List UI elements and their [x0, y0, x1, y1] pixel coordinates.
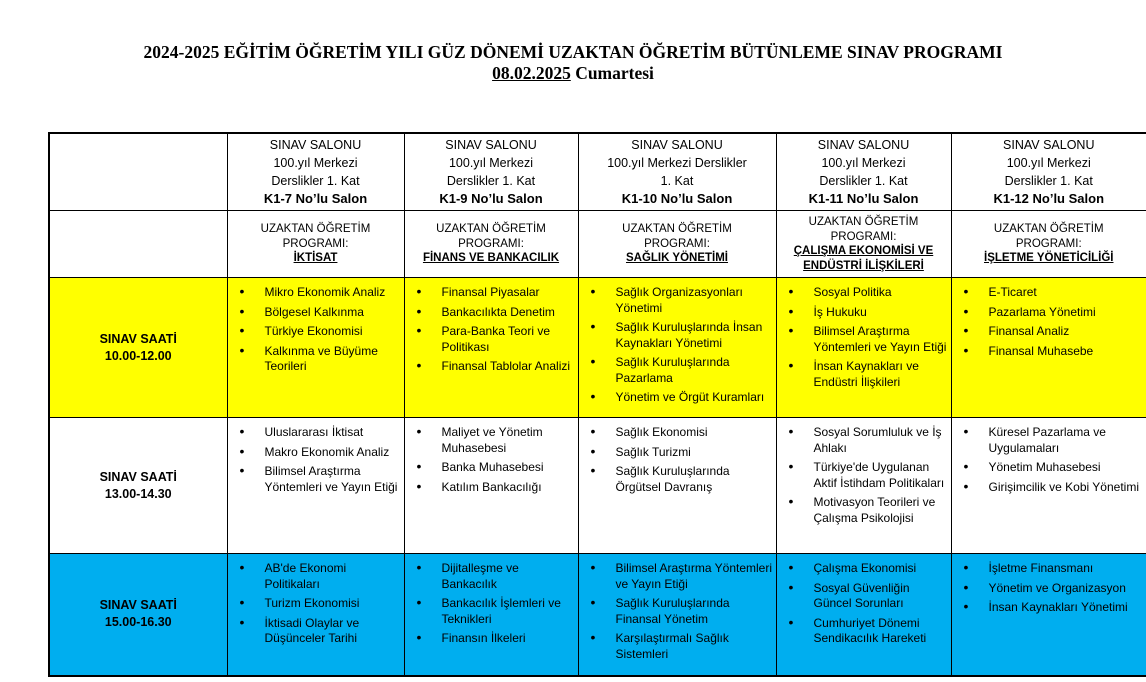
- course-item: • Bilimsel Araştırma Yöntemleri ve Yayın Etiği: [265, 464, 404, 495]
- salon-header-k1-11: SINAV SALONU 100.yıl Merkezi Derslikler 1. Kat K1-11 No’lu Salon: [776, 133, 951, 211]
- salon-name: K1-12 No’lu Salon: [956, 190, 1143, 208]
- salon-header-k1-10: SINAV SALONU 100.yıl Merkezi Derslikler 1. Kat K1-10 No’lu Salon: [578, 133, 776, 211]
- course-cell: [227, 554, 404, 676]
- course-item: • Sosyal Sorumluluk ve İş Ahlakı: [814, 425, 951, 456]
- course-list: [228, 425, 404, 495]
- course-item: • Sağlık Kuruluşlarında İnsan Kaynakları Yönetimi: [616, 320, 776, 351]
- course-item: • Kalkınma ve Büyüme Teorileri: [265, 344, 404, 375]
- course-item: • Sosyal Güvenliğin Güncel Sorunları: [814, 581, 951, 612]
- course-item: • İş Hukuku: [814, 305, 951, 321]
- course-item: • Yönetim Muhasebesi: [989, 460, 1146, 476]
- exam-schedule-table: [48, 132, 1146, 677]
- course-item: • Bilimsel Araştırma Yöntemleri ve Yayın Etiği: [814, 324, 951, 355]
- course-item: • Motivasyon Teorileri ve Çalışma Psikolojisi: [814, 495, 951, 526]
- salon-header-k1-7: SINAV SALONU 100.yıl Merkezi Derslikler 1. Kat K1-7 No’lu Salon: [227, 133, 404, 211]
- course-item: • Banka Muhasebesi: [442, 460, 578, 476]
- course-item: • Sağlık Kuruluşlarında Pazarlama: [616, 355, 776, 386]
- course-item: • Çalışma Ekonomisi: [814, 561, 951, 577]
- course-item: • Finansal Muhasebe: [989, 344, 1146, 360]
- empty-corner-cell: [49, 211, 227, 278]
- exam-row-evening: [49, 554, 1146, 676]
- course-item: • İnsan Kaynakları ve Endüstri İlişkileri: [814, 359, 951, 390]
- course-list: [952, 285, 1146, 359]
- program-name: FİNANS VE BANKACILIK: [408, 251, 575, 266]
- course-item: • Türkiye'de Uygulanan Aktif İstihdam Politikaları: [814, 460, 951, 491]
- salon-header-k1-12: SINAV SALONU 100.yıl Merkezi Derslikler 1. Kat K1-12 No’lu Salon: [951, 133, 1146, 211]
- course-item: • Dijitalleşme ve Bankacılık: [442, 561, 578, 592]
- salon-name: K1-10 No’lu Salon: [583, 190, 772, 208]
- course-item: • Pazarlama Yönetimi: [989, 305, 1146, 321]
- course-item: • Bilimsel Araştırma Yöntemleri ve Yayın Etiği: [616, 561, 776, 592]
- course-item: • Turizm Ekonomisi: [265, 596, 404, 612]
- program-name: İŞLETME YÖNETİCİLİĞİ: [955, 251, 1144, 266]
- empty-corner-cell: [49, 133, 227, 211]
- course-item: • Bölgesel Kalkınma: [265, 305, 404, 321]
- course-item: • Girişimcilik ve Kobi Yönetimi: [989, 480, 1146, 496]
- course-list: [405, 425, 578, 495]
- exam-row-afternoon: [49, 418, 1146, 554]
- course-item: • Finansal Analiz: [989, 324, 1146, 340]
- course-cell: [951, 554, 1146, 676]
- course-list: [405, 561, 578, 647]
- course-cell: [776, 418, 951, 554]
- course-list: [579, 425, 776, 495]
- course-item: • Yönetim ve Organizasyon: [989, 581, 1146, 597]
- program-header-row: [49, 211, 1146, 278]
- salon-header-k1-9: SINAV SALONU 100.yıl Merkezi Derslikler 1. Kat K1-9 No’lu Salon: [404, 133, 578, 211]
- course-item: • Maliyet ve Yönetim Muhasebesi: [442, 425, 578, 456]
- course-item: • Makro Ekonomik Analiz: [265, 445, 404, 461]
- time-cell-afternoon: SINAV SAATİ 13.00-14.30: [49, 418, 227, 554]
- salon-name: K1-9 No’lu Salon: [409, 190, 574, 208]
- program-header-calisma: UZAKTAN ÖĞRETİM PROGRAMI: ÇALIŞMA EKONOMİSİ VE ENDÜSTRİ İLİŞKİLERİ: [776, 211, 951, 278]
- course-item: • Sosyal Politika: [814, 285, 951, 301]
- salon-name: K1-7 No’lu Salon: [232, 190, 400, 208]
- exam-row-morning: [49, 278, 1146, 418]
- course-cell: [578, 418, 776, 554]
- course-list: [777, 285, 951, 390]
- course-item: • Sağlık Kuruluşlarında Örgütsel Davranış: [616, 464, 776, 495]
- course-item: • Türkiye Ekonomisi: [265, 324, 404, 340]
- course-item: • İşletme Finansmanı: [989, 561, 1146, 577]
- course-item: • Küresel Pazarlama ve Uygulamaları: [989, 425, 1146, 456]
- exam-date: 08.02.2025: [492, 63, 571, 83]
- course-cell: [404, 418, 578, 554]
- course-item: • İktisadi Olaylar ve Düşünceler Tarihi: [265, 616, 404, 647]
- course-item: • Mikro Ekonomik Analiz: [265, 285, 404, 301]
- course-cell: [404, 278, 578, 418]
- course-cell: [578, 554, 776, 676]
- course-item: • Sağlık Organizasyonları Yönetimi: [616, 285, 776, 316]
- course-list: [228, 285, 404, 375]
- course-cell: [951, 278, 1146, 418]
- course-item: • AB'de Ekonomi Politikaları: [265, 561, 404, 592]
- program-header-iktisat: UZAKTAN ÖĞRETİM PROGRAMI: İKTİSAT: [227, 211, 404, 278]
- course-list: [777, 425, 951, 526]
- program-name: ÇALIŞMA EKONOMİSİ VE ENDÜSTRİ İLİŞKİLERİ: [780, 244, 948, 273]
- course-item: • Bankacılık İşlemleri ve Teknikleri: [442, 596, 578, 627]
- course-list: [579, 561, 776, 662]
- course-item: • Sağlık Ekonomisi: [616, 425, 776, 441]
- program-header-saglik: UZAKTAN ÖĞRETİM PROGRAMI: SAĞLIK YÖNETİMİ: [578, 211, 776, 278]
- course-item: • Para-Banka Teori ve Politikası: [442, 324, 578, 355]
- course-cell: [578, 278, 776, 418]
- course-list: [405, 285, 578, 375]
- course-cell: [404, 554, 578, 676]
- program-name: SAĞLIK YÖNETİMİ: [582, 251, 773, 266]
- course-item: • Katılım Bankacılığı: [442, 480, 578, 496]
- program-header-finans: UZAKTAN ÖĞRETİM PROGRAMI: FİNANS VE BANKACILIK: [404, 211, 578, 278]
- program-name: İKTİSAT: [231, 251, 401, 266]
- time-cell-morning: SINAV SAATİ 10.00-12.00: [49, 278, 227, 418]
- course-item: • Yönetim ve Örgüt Kuramları: [616, 390, 776, 406]
- course-cell: [776, 278, 951, 418]
- course-item: • Finansal Piyasalar: [442, 285, 578, 301]
- course-item: • E-Ticaret: [989, 285, 1146, 301]
- course-list: [579, 285, 776, 406]
- program-header-isletme: UZAKTAN ÖĞRETİM PROGRAMI: İŞLETME YÖNETİCİLİĞİ: [951, 211, 1146, 278]
- salon-header-row: [49, 133, 1146, 211]
- course-cell: [227, 418, 404, 554]
- course-item: • Bankacılıkta Denetim: [442, 305, 578, 321]
- course-item: • Sağlık Turizmi: [616, 445, 776, 461]
- course-item: • Finansın İlkeleri: [442, 631, 578, 647]
- title-date-line: [0, 63, 1146, 84]
- salon-name: K1-11 No’lu Salon: [781, 190, 947, 208]
- course-list: [777, 561, 951, 647]
- course-list: [952, 425, 1146, 495]
- course-cell: [951, 418, 1146, 554]
- course-cell: [776, 554, 951, 676]
- course-item: • Karşılaştırmalı Sağlık Sistemleri: [616, 631, 776, 662]
- page-title: [0, 42, 1146, 84]
- exam-day: Cumartesi: [575, 63, 654, 83]
- course-item: • Uluslararası İktisat: [265, 425, 404, 441]
- course-item: • İnsan Kaynakları Yönetimi: [989, 600, 1146, 616]
- course-item: • Sağlık Kuruluşlarında Finansal Yönetim: [616, 596, 776, 627]
- course-list: [952, 561, 1146, 616]
- time-cell-evening: SINAV SAATİ 15.00-16.30: [49, 554, 227, 676]
- title-line: 2024-2025 EĞİTİM ÖĞRETİM YILI GÜZ DÖNEMİ UZAKTAN ÖĞRETİM BÜTÜNLEME SINAV PROGRAMI: [0, 42, 1146, 63]
- course-item: • Finansal Tablolar Analizi: [442, 359, 578, 375]
- course-cell: [227, 278, 404, 418]
- course-list: [228, 561, 404, 647]
- course-item: • Cumhuriyet Dönemi Sendikacılık Hareketi: [814, 616, 951, 647]
